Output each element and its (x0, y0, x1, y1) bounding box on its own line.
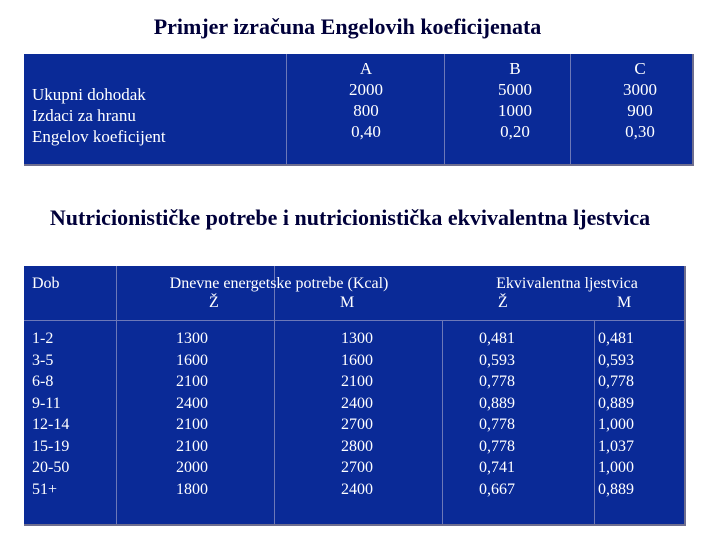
energy-m-column (341, 328, 373, 500)
energy-m-cell: 2800 (341, 437, 373, 455)
nutrition-table (24, 266, 686, 526)
column-a (326, 58, 406, 142)
column-b (475, 58, 555, 142)
section-title (0, 204, 700, 232)
energy-f-cell: 2100 (176, 437, 208, 455)
row-label-engel-coefficient: Engelov koeficijent (32, 127, 166, 146)
age-cell: 20-50 (32, 459, 70, 476)
column-divider (444, 54, 445, 164)
scale-m-cell: 1,000 (598, 416, 634, 433)
scale-f-cell: 0,778 (479, 437, 515, 455)
scale-m-column (598, 328, 634, 500)
scale-m-cell: 1,037 (598, 437, 634, 455)
column-divider (286, 54, 287, 164)
column-divider (442, 320, 443, 524)
energy-sex-labels (144, 293, 414, 312)
scale-f-cell: 0,481 (479, 330, 515, 347)
energy-m-cell: 2400 (341, 480, 373, 498)
scale-header-label: Ekvivalentna ljestvica (496, 275, 638, 292)
row-label-income: Ukupni dohodak (32, 85, 146, 104)
scale-sex-labels (462, 293, 672, 312)
age-cell: 6-8 (32, 373, 54, 390)
energy-f-cell: 1300 (176, 330, 208, 347)
section-title-text: Nutricionističke potrebe i nutricionistička ekvivalentna ljestvica (49, 205, 651, 230)
column-b-header: B (509, 59, 521, 78)
energy-sex-m: M (340, 294, 355, 311)
age-cell: 9-11 (32, 394, 61, 412)
column-a-food: 800 (353, 101, 379, 120)
age-column (32, 328, 69, 500)
energy-m-cell: 2400 (341, 394, 373, 412)
scale-header (462, 274, 672, 312)
scale-m-cell: 0,593 (598, 351, 634, 369)
column-divider (570, 54, 571, 164)
column-c-income: 3000 (623, 80, 657, 99)
energy-m-cell: 2700 (341, 459, 373, 476)
energy-f-cell: 2100 (176, 373, 208, 390)
scale-f-cell: 0,778 (479, 416, 515, 433)
scale-m-cell: 0,778 (598, 373, 634, 390)
scale-f-cell: 0,778 (479, 373, 515, 390)
age-cell: 51+ (32, 480, 58, 498)
column-c-coefficient: 0,30 (625, 122, 655, 141)
energy-m-cell: 1300 (341, 330, 373, 347)
energy-f-cell: 2000 (176, 459, 208, 476)
column-c (600, 58, 680, 142)
energy-f-cell: 1800 (176, 480, 208, 498)
slide-title: Primjer izračuna Engelovih koeficijenata (153, 14, 542, 39)
energy-f-column (176, 328, 208, 500)
column-divider (116, 266, 117, 524)
scale-f-column (479, 328, 515, 500)
age-cell: 3-5 (32, 351, 54, 369)
energy-m-cell: 1600 (341, 351, 373, 369)
scale-m-cell: 0,889 (598, 394, 634, 412)
column-b-income: 5000 (498, 80, 532, 99)
scale-f-cell: 0,667 (479, 480, 515, 498)
column-b-food: 1000 (498, 101, 532, 120)
row-labels (32, 84, 166, 147)
energy-f-cell: 1600 (176, 351, 208, 369)
scale-m-cell: 1,000 (598, 459, 634, 476)
scale-m-cell: 0,889 (598, 480, 634, 498)
column-divider (594, 320, 595, 524)
scale-f-cell: 0,889 (479, 394, 515, 412)
row-label-food-spending: Izdaci za hranu (32, 106, 136, 125)
dob-header: Dob (32, 275, 60, 292)
age-cell: 1-2 (32, 330, 54, 347)
energy-header-label: Dnevne energetske potrebe (Kcal) (169, 275, 389, 292)
column-c-food: 900 (627, 101, 653, 120)
scale-sex-f: Ž (498, 294, 508, 311)
column-a-header: A (359, 59, 373, 78)
column-a-coefficient: 0,40 (351, 122, 381, 141)
energy-m-cell: 2100 (341, 373, 373, 390)
energy-header (144, 274, 414, 312)
column-c-header: C (634, 59, 646, 78)
energy-m-cell: 2700 (341, 416, 373, 433)
column-b-coefficient: 0,20 (500, 122, 530, 141)
column-a-income: 2000 (349, 80, 383, 99)
scale-sex-m: M (617, 294, 632, 311)
energy-f-cell: 2100 (176, 416, 208, 433)
scale-m-cell: 0,481 (598, 330, 634, 347)
energy-sex-f: Ž (209, 294, 219, 311)
age-cell: 15-19 (32, 437, 70, 455)
header-separator (24, 320, 684, 321)
scale-f-cell: 0,741 (479, 459, 515, 476)
age-cell: 12-14 (32, 416, 70, 433)
energy-f-cell: 2400 (176, 394, 208, 412)
scale-f-cell: 0,593 (479, 351, 515, 369)
engel-coefficient-table (24, 54, 694, 166)
